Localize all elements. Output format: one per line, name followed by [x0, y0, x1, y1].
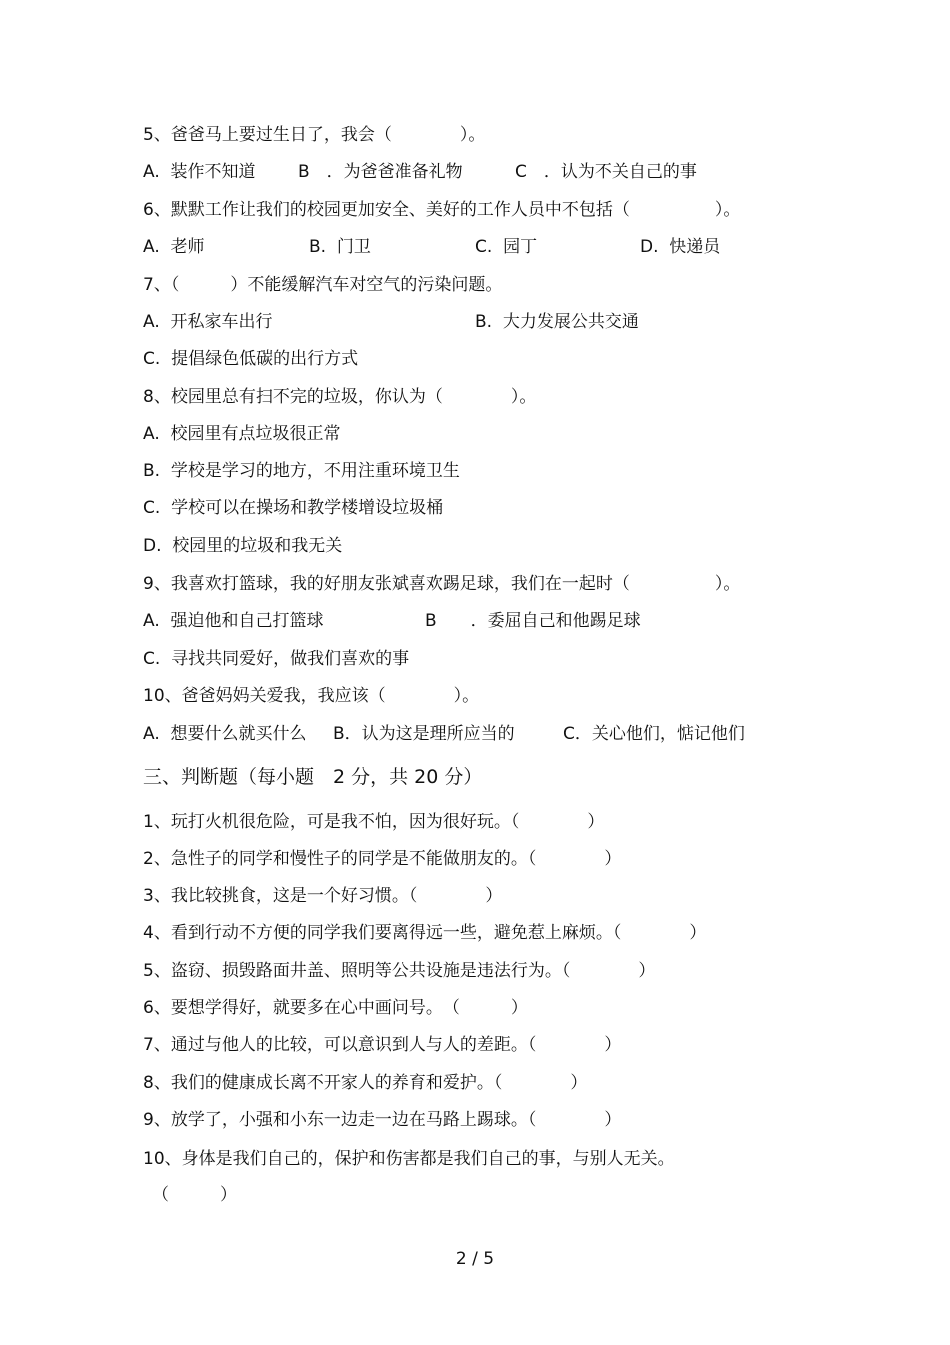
judge-q3: 3、我比较挑食，这是一个好习惯。（ ）: [143, 886, 503, 906]
option-c: C．关心他们，惦记他们: [563, 724, 745, 744]
option-a: A. 强迫他和自己打篮球: [143, 611, 324, 631]
option-c: C. 学校可以在操场和教学楼增设垃圾桶: [143, 498, 444, 518]
option-a: A. 老师: [143, 237, 205, 257]
choice-q6-options: [143, 236, 843, 258]
choice-q10-options: [143, 723, 843, 745]
judge-q1: 1、玩打火机很危险，可是我不怕，因为很好玩。（ ）: [143, 812, 605, 832]
option-c: C ．认为不关自己的事: [515, 162, 697, 182]
judge-q7: 7、通过与他人的比较，可以意识到人与人的差距。（ ）: [143, 1035, 622, 1055]
choice-q6-stem: 6、默默工作让我们的校园更加安全、美好的工作人员中不包括（ ）。: [143, 200, 741, 220]
judge-q2: 2、急性子的同学和慢性子的同学是不能做朋友的。（ ）: [143, 849, 622, 869]
option-b: B ．委屈自己和他踢足球: [425, 611, 641, 631]
judge-q10-blank: （ ）: [152, 1185, 237, 1205]
choice-q8-stem: 8、校园里总有扫不完的垃圾，你认为（ ）。: [143, 387, 537, 407]
choice-q7-stem: 7、（ ）不能缓解汽车对空气的污染问题。: [143, 275, 503, 295]
option-a: A. 装作不知道: [143, 162, 256, 182]
option-c: C. 提倡绿色低碳的出行方式: [143, 349, 359, 369]
choice-q7-options-row1: [143, 311, 843, 333]
choice-q5-options: [143, 161, 843, 183]
option-a: A. 开私家车出行: [143, 312, 273, 332]
option-c: C. 寻找共同爱好，做我们喜欢的事: [143, 649, 410, 669]
choice-q5-stem: 5、爸爸马上要过生日了，我会（ ）。: [143, 125, 486, 145]
choice-q10-stem: 10、爸爸妈妈关爱我，我应该（ ）。: [143, 686, 480, 706]
judge-q4: 4、看到行动不方便的同学我们要离得远一些，避免惹上麻烦。（ ）: [143, 923, 707, 943]
option-b: B．认为这是理所应当的: [333, 724, 515, 744]
option-a: A. 校园里有点垃圾很正常: [143, 424, 341, 444]
judge-q8: 8、我们的健康成长离不开家人的养育和爱护。（ ）: [143, 1073, 588, 1093]
option-b: B. 学校是学习的地方，不用注重环境卫生: [143, 461, 460, 481]
judge-q9: 9、放学了，小强和小东一边走一边在马路上踢球。（ ）: [143, 1110, 622, 1130]
page-number: 2 / 5: [455, 1249, 495, 1269]
option-b: B. 大力发展公共交通: [475, 312, 639, 332]
choice-q9-stem: 9、我喜欢打篮球，我的好朋友张斌喜欢踢足球，我们在一起时（ ）。: [143, 574, 741, 594]
option-b: B. 门卫: [309, 237, 371, 257]
judge-q5: 5、盗窃、损毁路面井盖、照明等公共设施是违法行为。（ ）: [143, 961, 656, 981]
option-a: A. 想要什么就买什么: [143, 724, 307, 744]
option-d: D. 校园里的垃圾和我无关: [143, 536, 343, 556]
judge-q6: 6、要想学得好，就要多在心中画问号。 （ ）: [143, 998, 528, 1018]
option-c: C. 园丁: [475, 237, 538, 257]
option-d: D. 快递员: [640, 237, 721, 257]
judge-q10: 10、身体是我们自己的，保护和伤害都是我们自己的事，与别人无关。: [143, 1149, 675, 1169]
choice-q9-options-row1: [143, 610, 843, 632]
option-b: B ．为爸爸准备礼物: [298, 162, 463, 182]
section-three-title: 三、判断题（每小题 2 分，共 20 分）: [143, 766, 483, 788]
